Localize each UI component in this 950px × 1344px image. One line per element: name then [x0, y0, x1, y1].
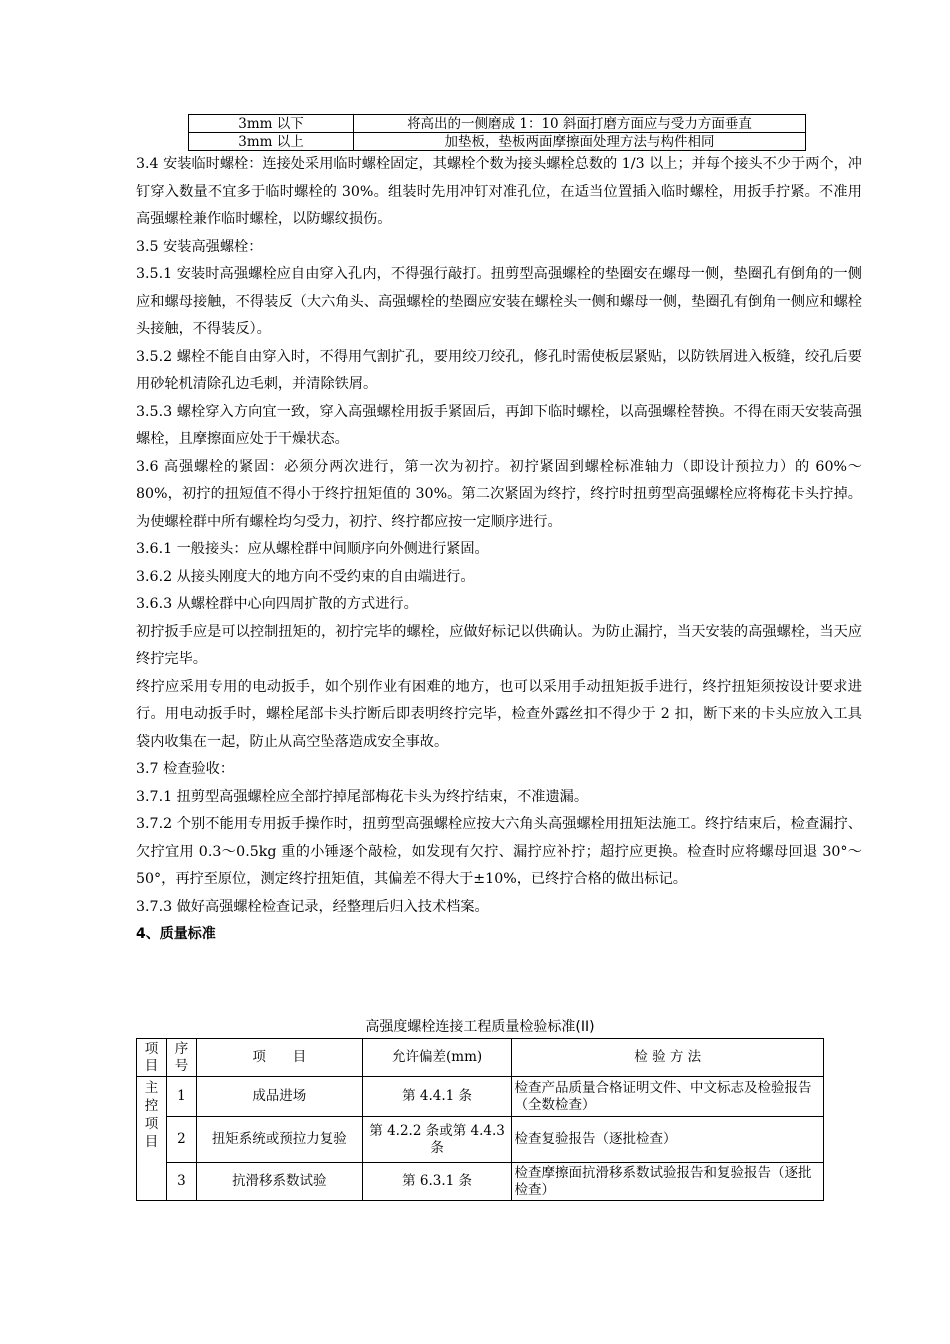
section-heading: 4、质量标准 — [136, 926, 216, 942]
paragraph: 3.6.2 从接头刚度大的地方向不受约束的自由端进行。 — [136, 568, 475, 585]
tolerance-cell: 第 4.2.2 条或第 4.4.3 条 — [362, 1117, 512, 1163]
item-cell: 成品进场 — [196, 1077, 362, 1117]
paragraph: 3.6.1 一般接头：应从螺栓群中间顺序向外侧进行紧固。 — [136, 541, 489, 557]
table-row — [189, 115, 806, 133]
header-tolerance: 允许偏差(mm) — [362, 1039, 512, 1077]
seq-cell: 2 — [166, 1117, 196, 1163]
seq-cell: 1 — [166, 1077, 196, 1117]
paragraph: 3.5 安装高强螺栓： — [136, 238, 263, 255]
paragraph: 初拧扳手应是可以控制扭矩的，初拧完毕的螺栓，应做好标记以供确认。为防止漏拧，当天安装的高强螺栓，当天应终拧完毕。 — [136, 623, 862, 667]
treatment-table — [188, 114, 806, 151]
quality-table-title: 高强度螺栓连接工程质量检验标准(II) — [365, 1019, 595, 1035]
tolerance-cell: 第 4.4.1 条 — [362, 1077, 512, 1117]
table-cell: 将高出的一侧磨成 1：10 斜面打磨方面应与受力方面垂直 — [354, 115, 806, 133]
paragraph: 3.5.1 安装时高强螺栓应自由穿入孔内，不得强行敲打。扭剪型高强螺栓的垫圈安在螺母一侧，垫圈孔有倒角的一侧应和螺母接触，不得装反（大六角头、高强螺栓的垫圈应安装在螺栓头一侧和螺母一侧，垫圈孔有倒角一侧应和螺栓头接触，不得装反）。 — [136, 266, 862, 337]
paragraph: 3.4 安装临时螺栓：连接处采用临时螺栓固定，其螺栓个数为接头螺栓总数的 1/3 以上；并每个接头不少于两个，冲钉穿入数量不宜多于临时螺栓的 30%。组装时先用冲钉对准孔位，在适当位置插入临时螺栓，用扳手拧紧。不准用高强螺栓兼作临时螺栓，以防螺纹损伤。 — [136, 156, 862, 227]
header-seq: 序号 — [166, 1039, 196, 1077]
paragraph: 3.6.3 从螺栓群中心向四周扩散的方式进行。 — [136, 596, 418, 612]
item-cell: 抗滑移系数试验 — [196, 1163, 362, 1201]
paragraph: 终拧应采用专用的电动扳手，如个别作业有困难的地方，也可以采用手动扭矩扳手进行，终拧扭矩须按设计要求进行。用电动扳手时，螺栓尾部卡头拧断后即表明终拧完毕，检查外露丝扣不得少于 2 扣，断下来的卡头应放入工具袋内收集在一起，防止从高空坠落造成安全事故。 — [136, 678, 862, 750]
paragraph: 3.7.2 个别不能用专用扳手操作时，扭剪型高强螺栓应按大六角头高强螺栓用扭矩法施工。终拧结束后，检查漏拧、欠拧宜用 0.3～0.5kg 重的小锤逐个敲检，如发现有欠拧、漏拧应补拧；超拧应更换。检查时应将螺母回退 30°～50°，再拧至原位，测定终拧扭矩值，其偏差不得大于±10%，已终拧合格的做出标记。 — [136, 816, 862, 887]
tolerance-cell: 第 6.3.1 条 — [362, 1163, 512, 1201]
paragraph: 3.5.3 螺栓穿入方向宜一致，穿入高强螺栓用扳手紧固后，再卸下临时螺栓，以高强螺栓替换。不得在雨天安装高强螺栓，且摩擦面应处于干燥状态。 — [136, 403, 862, 447]
paragraph: 3.6 高强螺栓的紧固：必须分两次进行，第一次为初拧。初拧紧固到螺栓标准轴力（即设计预拉力）的 60%～80%，初拧的扭短值不得小于终拧扭矩值的 30%。第二次紧固为终拧，终拧时扭剪型高强螺栓应将梅花卡头拧掉。为使螺栓群中所有螺栓均匀受力，初拧、终拧都应按一定顺序进行。 — [136, 458, 862, 530]
paragraph: 3.7.3 做好高强螺栓检查记录，经整理后归入技术档案。 — [136, 898, 489, 915]
table-row — [137, 1077, 824, 1117]
paragraph: 3.7.1 扭剪型高强螺栓应全部拧掉尾部梅花卡头为终拧结束，不准遗漏。 — [136, 788, 589, 805]
quality-table — [136, 1038, 824, 1201]
table-row — [137, 1117, 824, 1163]
header-method: 检 验 方 法 — [512, 1039, 824, 1077]
method-cell: 检查产品质量合格证明文件、中文标志及检验报告（全数检查） — [512, 1077, 824, 1117]
table-row — [189, 133, 806, 151]
paragraph: 3.7 检查验收： — [136, 761, 235, 777]
table-cell: 3mm 以上 — [189, 133, 354, 151]
paragraph: 3.5.2 螺栓不能自由穿入时，不得用气割扩孔，要用绞刀绞孔，修孔时需使板层紧贴，以防铁屑进入板缝，绞孔后要用砂轮机清除孔边毛刺，并清除铁屑。 — [136, 348, 862, 392]
seq-cell: 3 — [166, 1163, 196, 1201]
table-header-row — [137, 1039, 824, 1077]
header-category: 项目 — [137, 1039, 167, 1077]
item-cell: 扭矩系统或预拉力复验 — [196, 1117, 362, 1163]
table-cell: 3mm 以下 — [189, 115, 354, 133]
method-cell: 检查复验报告（逐批检查） — [512, 1117, 824, 1163]
table-cell: 加垫板，垫板两面摩擦面处理方法与构件相同 — [354, 133, 806, 151]
category-cell: 主控项目 — [137, 1077, 167, 1201]
header-item: 项 目 — [196, 1039, 362, 1077]
table-row — [137, 1163, 824, 1201]
document-body — [136, 151, 862, 949]
method-cell: 检查摩擦面抗滑移系数试验报告和复验报告（逐批检查） — [512, 1163, 824, 1201]
